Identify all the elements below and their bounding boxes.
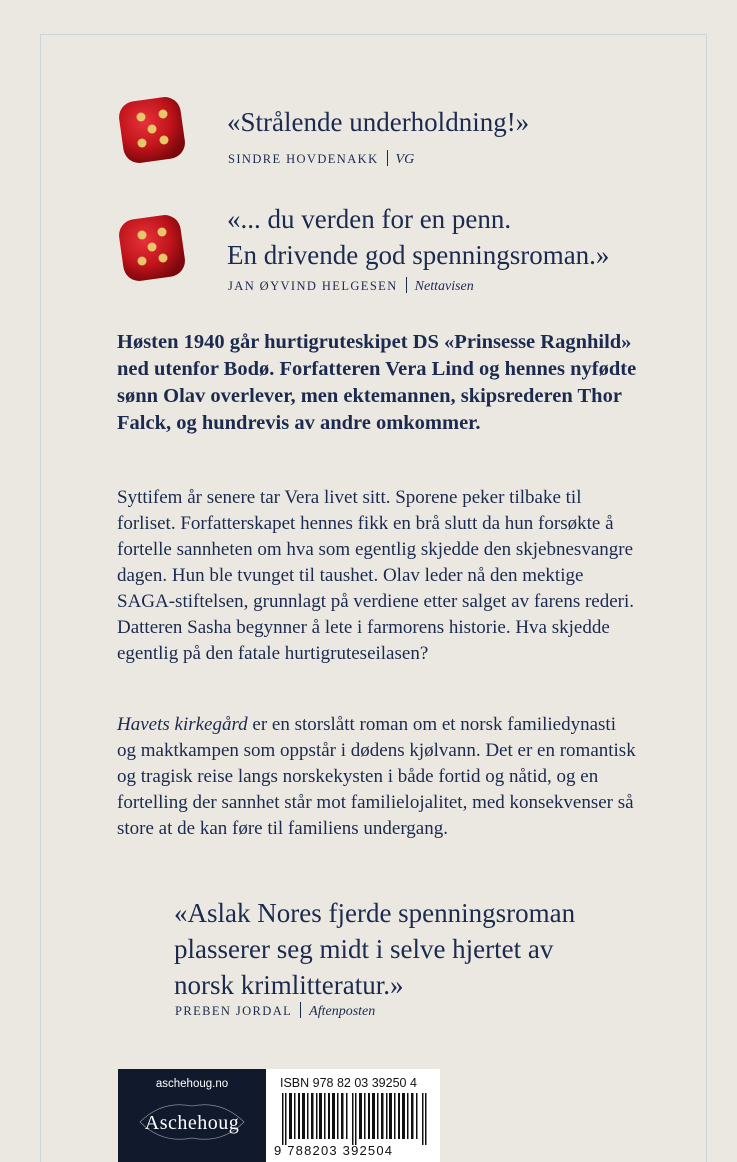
- publisher-logo: Aschehoug: [144, 1112, 240, 1134]
- review-author: JAN ØYVIND HELGESEN: [228, 279, 398, 293]
- publisher-url[interactable]: aschehoug.no: [155, 1078, 229, 1090]
- body-paragraph: Syttifem år senere tar Vera livet sitt. Sporene peker tilbake til forliset. Forfatterskapet hennes fikk en brå slutt da hun forsøkte å fortelle sannheten om hva som egentlig skjedde den skjebnesvangre dagen. Hun ble tvunget til taushet. Olav leder nå den mektige SAGA-stiftelsen, grunnlagt på verdiene etter salget av farens rederi. Datteren Sasha begynner å lete i farmorens historie. Hva skjedde egentlig på den fatale hurtigruteseilasen?: [117, 487, 635, 664]
- review-source: Aftenposten: [309, 1004, 376, 1019]
- review-author: PREBEN JORDAL: [175, 1004, 293, 1018]
- review-author: SINDRE HOVDENAKK: [228, 152, 379, 166]
- book-title: Havets kirkegård: [117, 714, 248, 735]
- body-paragraph: Havets kirkegård er en storslått roman om et norsk familiedynasti og maktkampen som oppstår i dødens kjølvann. Det er en romantisk og tragisk reise langs norskekysten i både fortid og nåtid, og en fortelling der sannhet står mot familielojalitet, med konsekvenser så store at de kan føre til familiens undergang.: [117, 714, 636, 839]
- lead-paragraph: Høsten 1940 går hurtigruteskipet DS «Prinsesse Ragnhild» ned utenfor Bodø. Forfatteren Vera Lind og hennes nyfødte sønn Olav overlever, men ektemannen, skipsrederen Thor Falck, og hundrevis av andre omkommer.: [117, 331, 637, 434]
- review-source: Nettavisen: [414, 279, 474, 294]
- barcode-number: 9 788203 392504: [274, 1143, 394, 1158]
- review-attribution: [228, 150, 414, 168]
- publisher-box: [118, 1069, 266, 1162]
- review-quote: «Strålende underholdning!»: [227, 107, 530, 137]
- review-attribution: [228, 277, 474, 295]
- review-quote: «... du verden for en penn. En drivende god spenningsroman.»: [227, 204, 610, 270]
- barcode-box: [266, 1069, 440, 1162]
- dice-five-icon: [115, 211, 189, 285]
- dice-five-icon: [115, 93, 189, 167]
- barcode-icon: [276, 1093, 436, 1145]
- review-quote: «Aslak Nores fjerde spenningsroman plasserer seg midt i selve hjertet av norsk krimlitteratur.»: [174, 898, 576, 1000]
- isbn-label: ISBN 978 82 03 39250 4: [280, 1076, 417, 1090]
- review-source: VG: [395, 152, 415, 167]
- review-attribution: [175, 1002, 375, 1020]
- publisher-barcode-block: [118, 1069, 440, 1162]
